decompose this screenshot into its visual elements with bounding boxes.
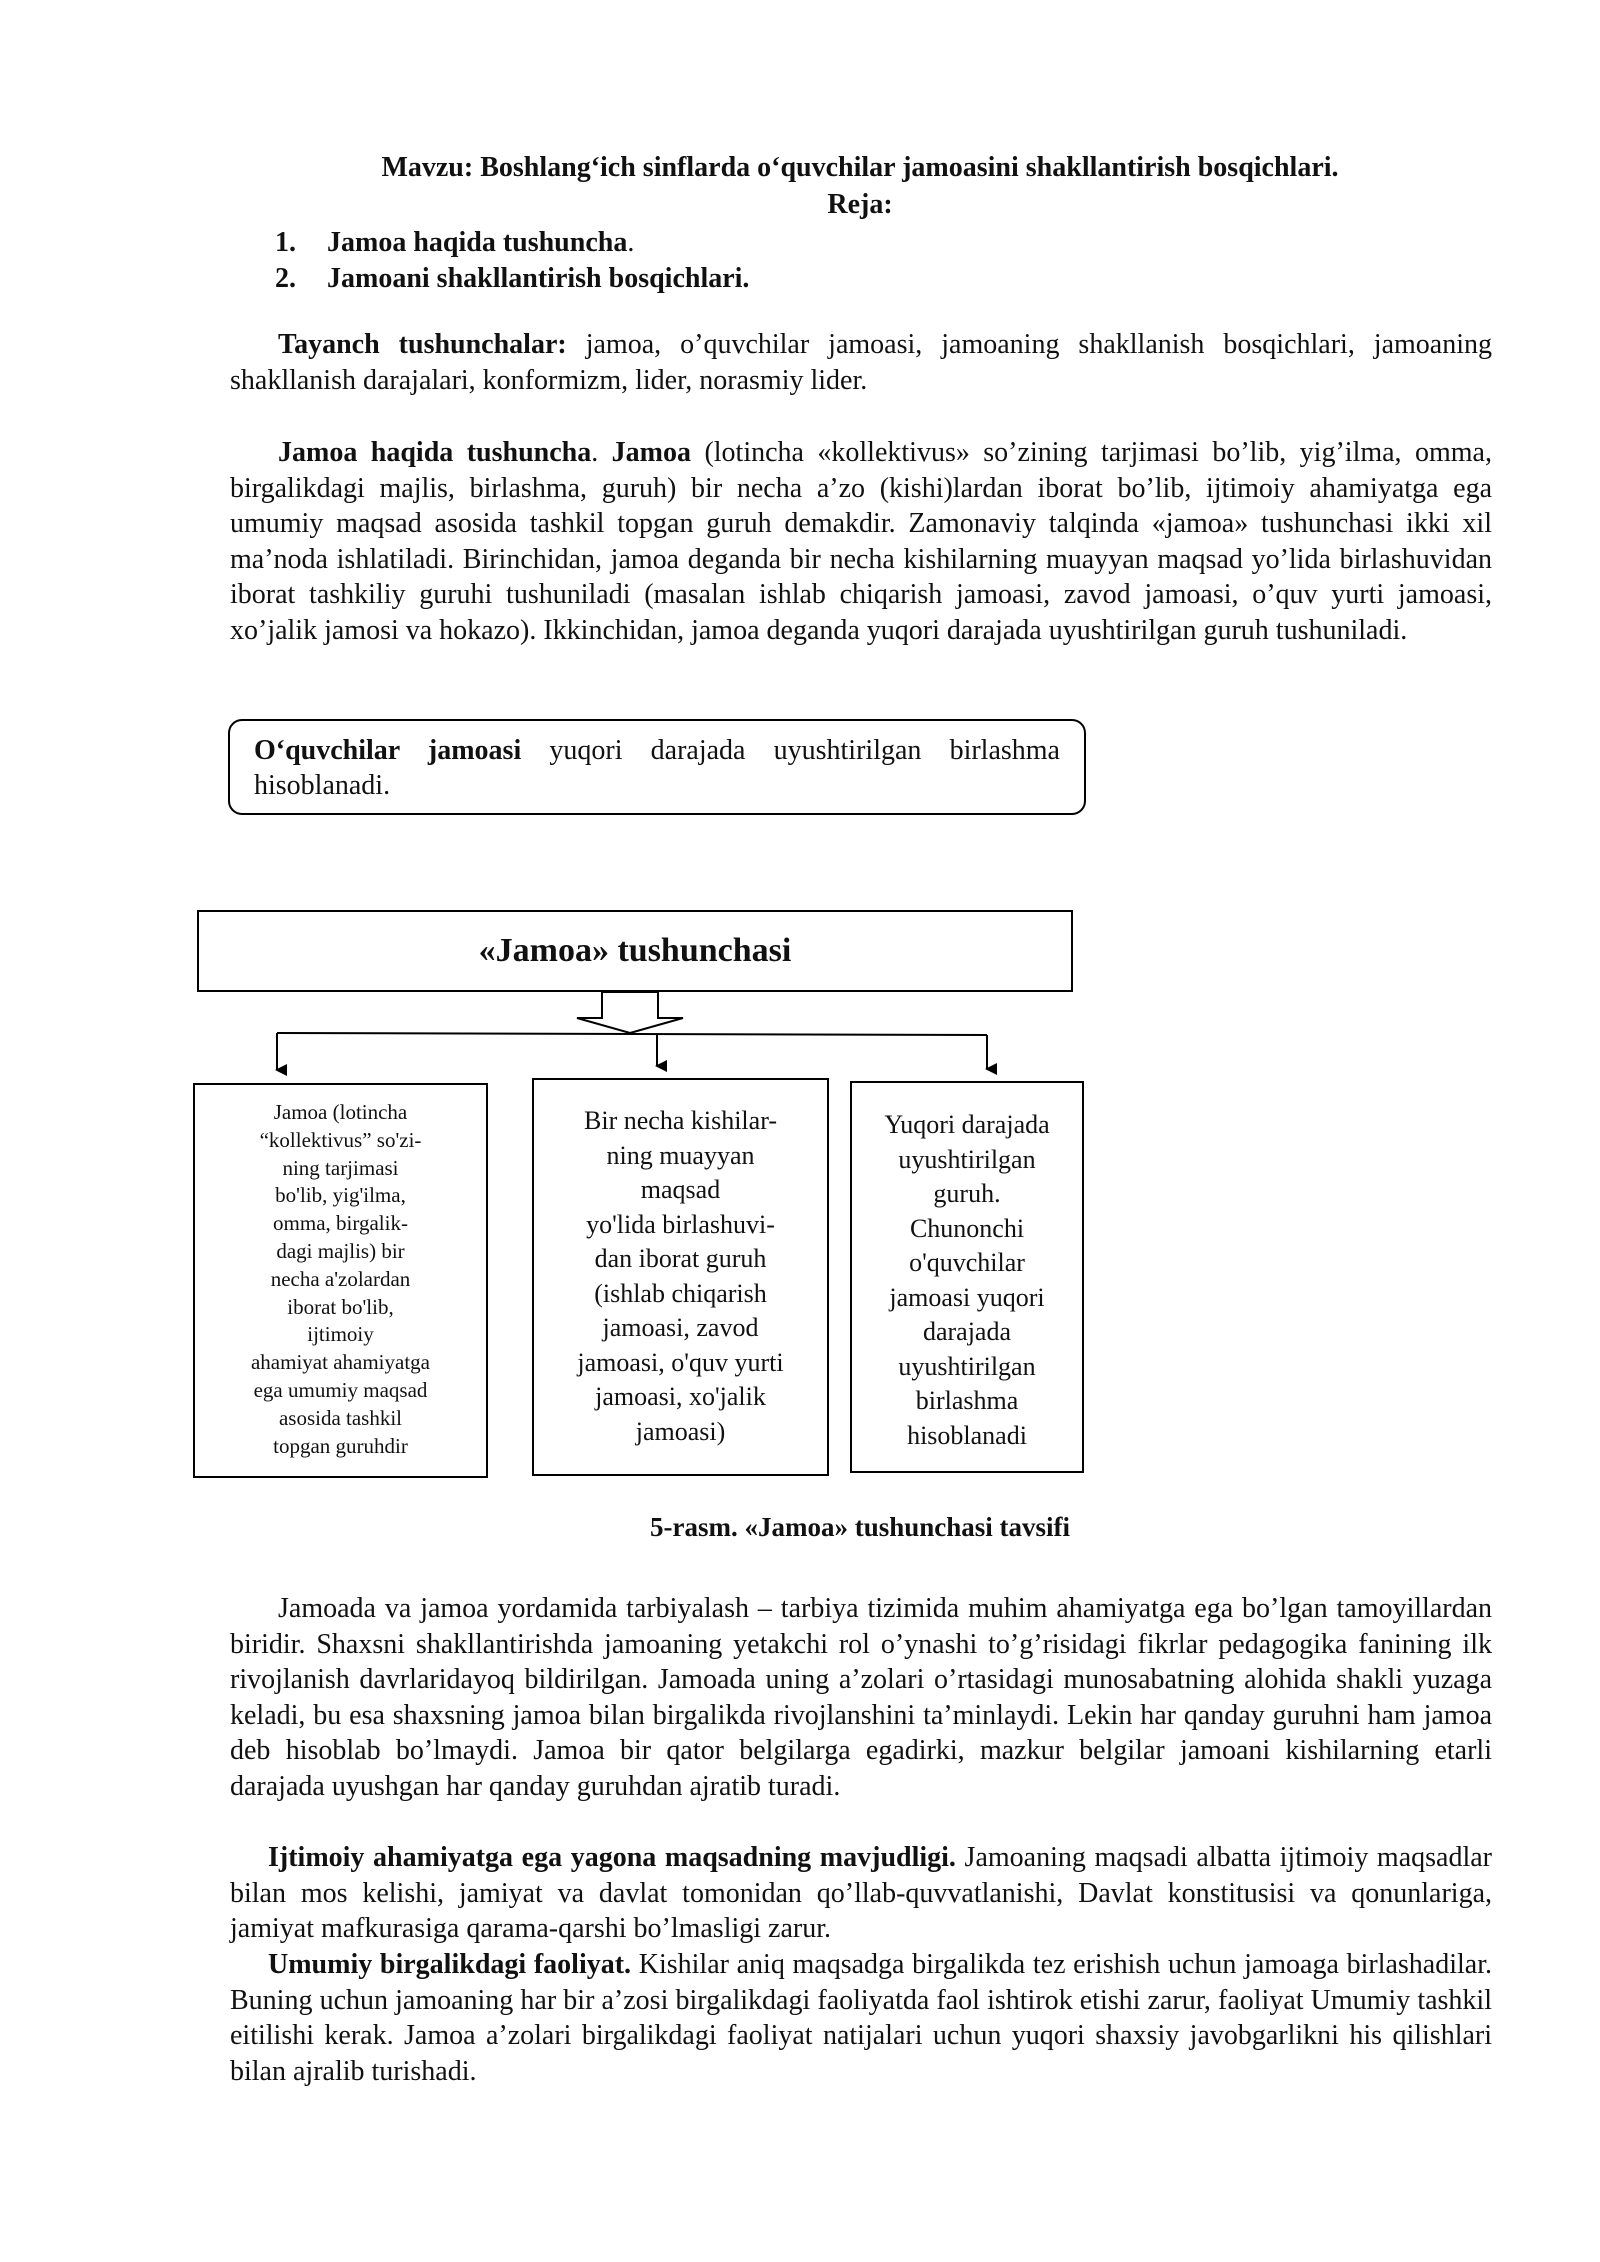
plan-item-text: Jamoa haqida tushuncha (327, 227, 628, 258)
body-paragraph-2 (230, 1840, 1492, 1947)
diagram-box-line: ahamiyat ahamiyatga (250, 1350, 430, 1375)
diagram-box-line: ega umumiy maqsad (253, 1377, 428, 1402)
key-concepts-text: jamoa, o’quvchilar jamoasi, jamoaning shakllanish bosqichlari, jamoaning shakllanish darajalari, konformizm, lider, norasmiy lider. (230, 329, 1493, 396)
callout-text: yuqori darajada uyushtirilgan birlashma hisoblanadi. (254, 735, 1060, 801)
diagram-box-line: iborat bo'lib, (287, 1294, 394, 1319)
body-paragraph-3-heading: Umumiy birgalikdagi faoliyat. (268, 1949, 632, 1980)
diagram-box-line: Bir necha kishilar- (584, 1106, 777, 1135)
diagram-box-line: uyushtirilgan (898, 1144, 1036, 1174)
diagram-box-line: maqsad (640, 1175, 721, 1204)
definition-text: (lotincha «kollektivus» so’zining tarjimasi bo’lib, yig’ilma, omma, birgalikdagi majlis, birlashma, guruh) bir necha a’zo (kishi)lardan iborat bo’lib, ijtimoiy ahamiyatga ega umumiy maqsad asosida tashkil topgan guruh demakdir. Zamonaviy talqinda «jamoa» tushunchasi ikki xil ma’noda ishlatiladi. Birinchidan, jamoa deganda bir necha kishilarning muayyan maqsad yo’lida birlashuvidan iborat tashkiliy guruhi tushuniladi (masalan ishlab chiqarish jamoasi, zavod jamoasi, o’quv yurti jamoasi, xo’jalik jamosi va hokazo). Ikkinchidan, jamoa deganda yuqori darajada uyushtirilgan guruh tushuniladi. (230, 437, 1492, 646)
diagram-box-right (850, 1081, 1084, 1473)
key-concepts-label: Tayanch tushunchalar: (278, 329, 567, 360)
diagram-box-line: ning muayyan (606, 1140, 755, 1170)
diagram-box-line: jamoasi, xo'jalik (595, 1382, 766, 1411)
figure-caption: 5-rasm. «Jamoa» tushunchasi tavsifi (649, 1512, 1071, 1542)
diagram-box-line: (ishlab chiqarish (594, 1278, 767, 1308)
definition-term: Jamoa (611, 437, 691, 468)
diagram-box-line: Chunonchi (909, 1213, 1025, 1243)
diagram-box-line: bo'lib, yig'ilma, (275, 1183, 406, 1208)
page-title: Mavzu: Boshlang‘ich sinflarda o‘quvchilar jamoasini shakllantirish bosqichlari. (381, 152, 1339, 183)
diagram-box-line: “kollektivus” so'zi- (259, 1127, 422, 1152)
diagram-box-line: uyushtirilgan (898, 1351, 1036, 1381)
diagram-box-line: omma, birgalik- (273, 1211, 408, 1236)
diagram-box-line: asosida tashkil (278, 1405, 403, 1430)
diagram-box-line: jamoasi, zavod (602, 1313, 759, 1342)
callout-term: O‘quvchilar jamoasi (254, 735, 522, 766)
plan-item-number: 2. (275, 263, 296, 294)
diagram-box-line: necha a'zolardan (270, 1266, 411, 1291)
diagram-box-line: yo'lida birlashuvi- (586, 1209, 775, 1239)
connector-horizontal (277, 1033, 987, 1035)
plan-item-tail: . (627, 227, 635, 258)
diagram-box-line: jamoasi yuqori (889, 1282, 1045, 1312)
plan-item-number: 1. (275, 227, 296, 258)
body-paragraph-1-text: Jamoada va jamoa yordamida tarbiyalash – tarbiya tizimida muhim ahamiyatga ega bo’lgan tamoyillardan biridir. Shaxsni shakllantirishda jamoaning yetakchi rol o’ynashi to’g’risidagi fikrlar pedagogika fanining ilk rivojlanish davrlaridayoq bildirilgan. Jamoada uning a’zolari o’rtasidagi munosabatning alohida shakli yuzaga keladi, bu esa shaxsning jamoa bilan birgalikda rivojlanshini ta’minlaydi. Lekin har qanday guruhni ham jamoa deb hisoblab bo’lmaydi. Jamoa bir qator belgilarga egadirki, mazkur belgilar jamoani kishilarning etarli darajada uyushgan har qanday guruhdan ajratib turadi. (230, 1593, 1492, 1802)
diagram-box-line: dan iborat guruh (594, 1244, 767, 1273)
definition-separator: . (591, 437, 612, 468)
diagram-box-line: jamoasi, o'quv yurti (577, 1347, 784, 1377)
body-paragraph-2-heading: Ijtimoiy ahamiyatga ega yagona maqsadning mavjudligi. (268, 1842, 956, 1873)
down-block-arrow (577, 992, 683, 1033)
diagram-box-line: birlashma (915, 1386, 1019, 1415)
plan-item-text: Jamoani shakllantirish bosqichlari. (327, 263, 750, 294)
body-paragraph-3-text: Kishilar aniq maqsadga birgalikda tez erishish uchun jamoaga birlashadilar. Buning uchun jamoaning har bir a’zosi birgalikdagi faoliyatda faol ishtirok etishi zarur, faoliyat Umumiy tashkil eitilishi kerak. Jamoa a’zolari birgalikdagi faoliyat natijalari uchun yuqori shaxsiy javobgarlikni his qilishlari bilan ajralib turishadi. (230, 1949, 1492, 2087)
diagram-box-line: guruh. (933, 1179, 1001, 1208)
body-paragraph-3 (230, 1947, 1492, 2089)
diagram-box-line: darajada (922, 1317, 1012, 1346)
diagram-box-line: ijtimoiy (307, 1322, 374, 1347)
definition-heading: Jamoa haqida tushuncha (278, 437, 592, 468)
diagram-box-line: Jamoa (lotincha (273, 1100, 408, 1124)
diagram-box-line: hisoblanadi (907, 1420, 1027, 1450)
diagram-box-line: Yuqori darajada (884, 1110, 1050, 1139)
diagram-box-left (193, 1083, 488, 1478)
diagram-box-line: ning tarjimasi (282, 1155, 399, 1180)
body-paragraph-1 (230, 1591, 1492, 1804)
diagram-title: «Jamoa» tushunchasi (197, 910, 1073, 992)
diagram-box-line: topgan guruhdir (273, 1433, 408, 1458)
diagram-box-middle (532, 1078, 829, 1476)
diagram-box-line: jamoasi) (635, 1416, 726, 1446)
diagram-box-line: dagi majlis) bir (276, 1238, 405, 1263)
plan-heading: Reja: (827, 189, 893, 220)
body-paragraph-2-text: Jamoaning maqsadi albatta ijtimoiy maqsadlar bilan mos kelishi, jamiyat va davlat tomonidan qo’llab-quvvatlanishi, Davlat konstitusisi va qonunlariga, jamiyat mafkurasiga qarama-qarshi bo’lmasligi zarur. (230, 1842, 1492, 1944)
diagram-box-line: o'quvchilar (909, 1248, 1025, 1277)
